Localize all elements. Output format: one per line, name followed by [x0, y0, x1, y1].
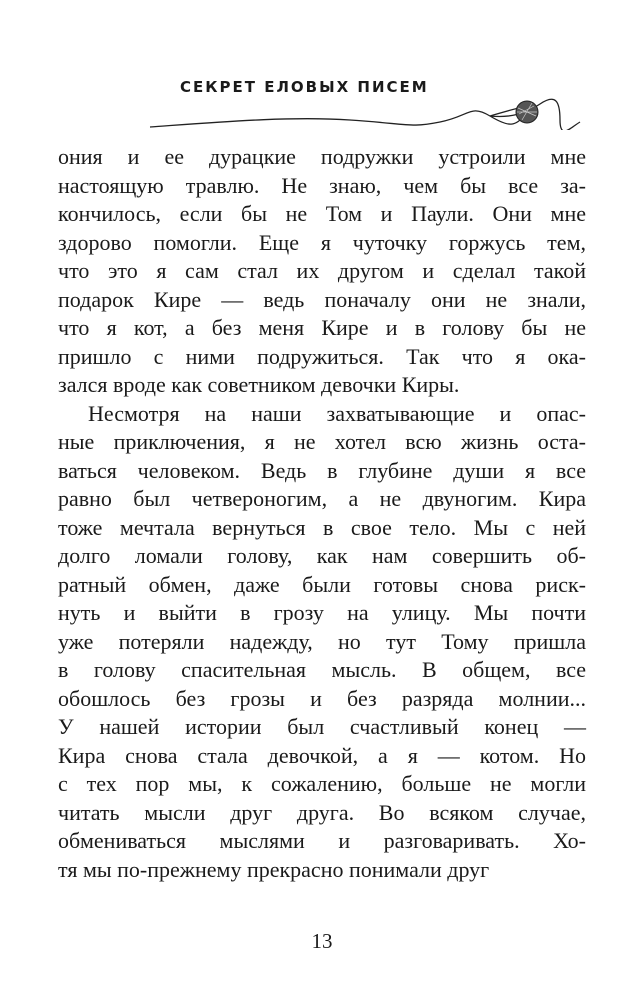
- text-line: тя мы по-прежнему прекрасно понимали друг: [58, 856, 490, 882]
- text-line: подарок Кире — ведь поначалу они не знали,: [58, 286, 586, 312]
- text-line: ратный обмен, даже были готовы снова риск-: [58, 571, 586, 597]
- text-line: ваться человеком. Ведь в глубине души я все: [58, 457, 586, 483]
- text-line: читать мысли друг друга. Во всяком случае,: [58, 799, 586, 825]
- text-line: здорово помогли. Еще я чуточку горжусь тем,: [58, 229, 586, 255]
- text-line: с тех пор мы, к сожалению, больше не могли: [58, 771, 586, 796]
- text-line: Несмотря на наши захватывающие и опас-: [88, 400, 586, 426]
- yarn-ball-icon: [516, 101, 538, 123]
- text-line: нуть и выйти в грозу на улицу. Мы почти: [58, 600, 586, 625]
- text-line: равно был четвероногим, а не двуногим. Кира: [58, 486, 586, 511]
- text-line: обошлось без грозы и без разряда молнии...: [58, 685, 586, 711]
- text-line: зался вроде как советником девочки Киры.: [58, 372, 460, 397]
- text-line: в голову спасительная мысль. В общем, все: [58, 657, 586, 682]
- paragraph: [58, 400, 586, 885]
- text-line: настоящую травлю. Не знаю, чем бы все за-: [58, 172, 586, 198]
- text-line: тоже мечтала вернуться в свое тело. Мы с ней: [58, 514, 586, 540]
- text-line: что это я сам стал их другом и сделал такой: [58, 258, 586, 283]
- body-text: [58, 143, 586, 884]
- text-line: уже потеряли надежду, но тут Тому пришла: [58, 628, 586, 654]
- page-number: 13: [311, 929, 333, 953]
- text-line: ные приключения, я не хотел всю жизнь оста-: [58, 429, 586, 454]
- text-line: обмениваться мыслями и разговаривать. Хо-: [58, 828, 586, 853]
- text-line: кончилось, если бы не Том и Паули. Они мне: [58, 201, 586, 226]
- text-line: Кира снова стала девочкой, а я — котом. Но: [58, 742, 586, 768]
- text-line: ония и ее дурацкие подружки устроили мне: [58, 144, 586, 169]
- header-title: СЕКРЕТ ЕЛОВЫХ ПИСЕМ: [180, 78, 429, 96]
- text-line: пришло с ними подружиться. Так что я ока-: [58, 343, 586, 369]
- text-line: У нашей истории был счастливый конец —: [58, 714, 586, 739]
- paragraph: [58, 143, 586, 400]
- text-line: что я кот, а без меня Кире и в голову бы не: [58, 315, 586, 340]
- text-line: долго ломали голову, как нам совершить об-: [58, 543, 586, 568]
- running-header: [0, 70, 644, 130]
